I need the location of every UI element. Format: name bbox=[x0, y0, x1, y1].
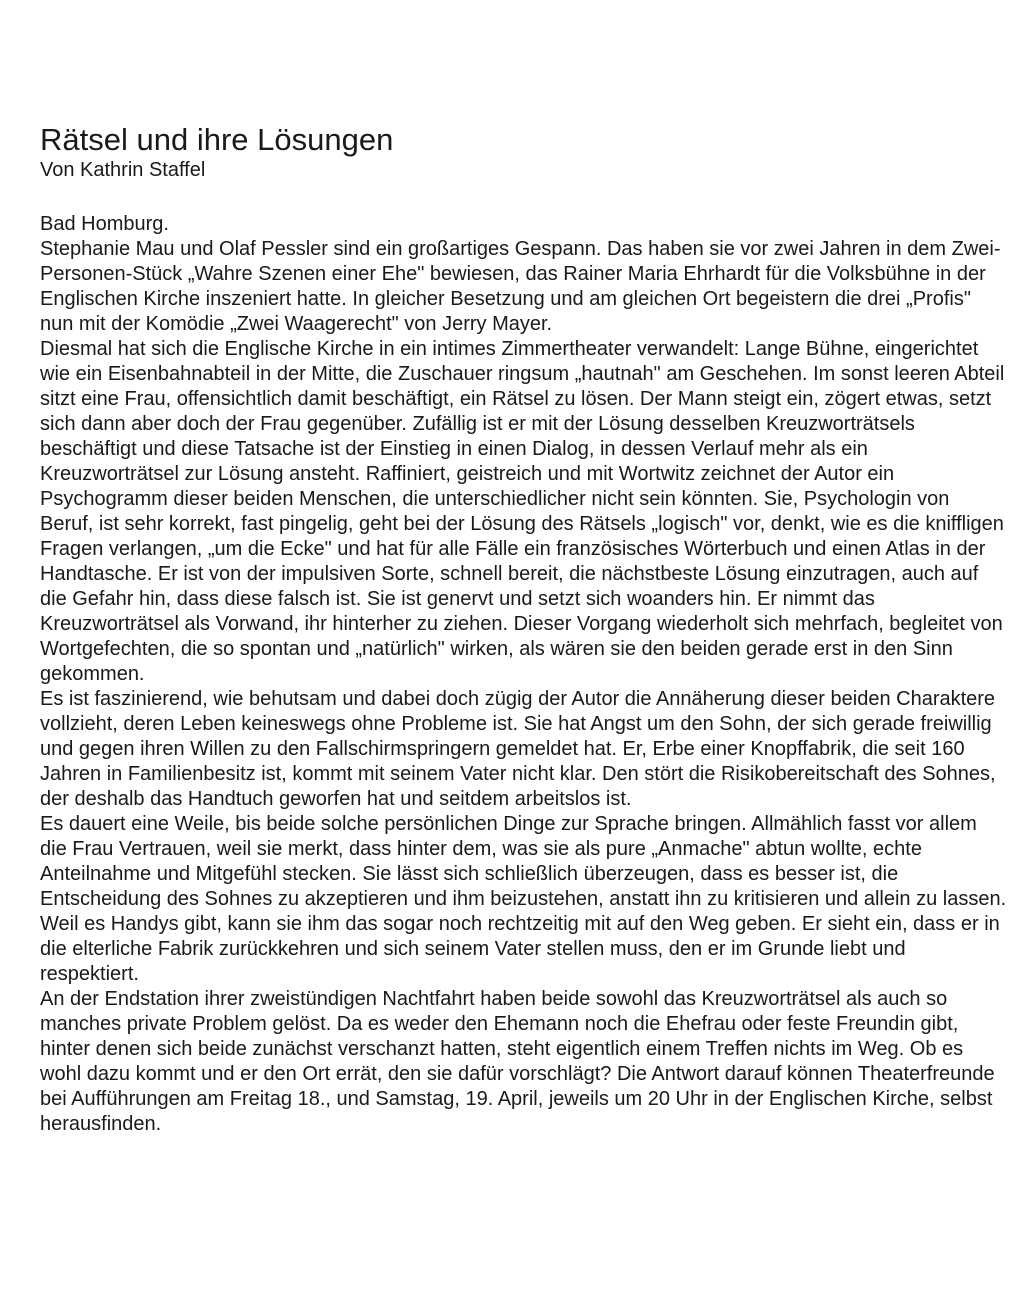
article-paragraph: An der Endstation ihrer zweistündigen Nachtfahrt haben beide sowohl das Kreuzworträtsel als auch so manches private Problem gelöst. Da es weder den Ehemann noch die Ehefrau oder feste Freundin gibt, hinter denen sich beide zunächst verschanzt hatten, steht eigentlich einem Treffen nichts im Weg. Ob es wohl dazu kommt und er den Ort errät, den sie dafür vorschlägt? Die Antwort darauf können Theaterfreunde bei Aufführungen am Freitag 18., und Samstag, 19. April, jeweils um 20 Uhr in der Englischen Kirche, selbst herausfinden. bbox=[40, 988, 995, 1135]
article-title: Rätsel und ihre Lösungen bbox=[40, 122, 394, 157]
article-dateline: Bad Homburg. bbox=[40, 213, 169, 235]
article-body bbox=[40, 212, 1008, 1137]
article-paragraph: Es dauert eine Weile, bis beide solche persönlichen Dinge zur Sprache bringen. Allmählich fasst vor allem die Frau Vertrauen, weil sie merkt, dass hinter dem, was sie als pure „Anmache" abtun wollte, echte Anteilnahme und Mitgefühl stecken. Sie lässt sich schließlich überzeugen, dass es besser ist, die Entscheidung des Sohnes zu akzeptieren und ihm beizustehen, anstatt ihn zu kritisieren und allein zu lassen. Weil es Handys gibt, kann sie ihm das sogar noch rechtzeitig mit auf den Weg geben. Er sieht ein, dass er in die elterliche Fabrik zurückkehren und sich seinem Vater stellen muss, den er im Grunde liebt und respektiert. bbox=[40, 813, 1007, 985]
article-byline: Von Kathrin Staffel bbox=[40, 159, 206, 181]
article-paragraph: Stephanie Mau und Olaf Pessler sind ein großartiges Gespann. Das haben sie vor zwei Jahren in dem Zwei-Personen-Stück „Wahre Szenen einer Ehe" bewiesen, das Rainer Maria Ehrhardt für die Volksbühne in der Englischen Kirche inszeniert hatte. In gleicher Besetzung und am gleichen Ort begeistern die drei „Profis" nun mit der Komödie „Zwei Waagerecht" von Jerry Mayer. bbox=[40, 238, 1001, 335]
article-paragraph: Es ist faszinierend, wie behutsam und dabei doch zügig der Autor die Annäherung dieser beiden Charaktere vollzieht, deren Leben keineswegs ohne Probleme ist. Sie hat Angst um den Sohn, der sich gerade freiwillig und gegen ihren Willen zu den Fallschirmspringern gemeldet hat. Er, Erbe einer Knopffabrik, die seit 160 Jahren in Familienbesitz ist, kommt mit seinem Vater nicht klar. Den stört die Risikobereitschaft des Sohnes, der deshalb das Handtuch geworfen hat und seitdem arbeitslos ist. bbox=[40, 688, 996, 810]
article-paragraph: Diesmal hat sich die Englische Kirche in ein intimes Zimmertheater verwandelt: Lange Bühne, eingerichtet wie ein Eisenbahnabteil in der Mitte, die Zuschauer ringsum „hautnah" am Geschehen. Im sonst leeren Abteil sitzt eine Frau, offensichtlich damit beschäftigt, ein Rätsel zu lösen. Der Mann steigt ein, zögert etwas, setzt sich dann aber doch der Frau gegenüber. Zufällig ist er mit der Lösung desselben Kreuzworträtsels beschäftigt und diese Tatsache ist der Einstieg in einen Dialog, in dessen Verlauf mehr als ein Kreuzworträtsel zur Lösung ansteht. Raffiniert, geistreich und mit Wortwitz zeichnet der Autor ein Psychogramm dieser beiden Menschen, die unterschiedlicher nicht sein könnten. Sie, Psychologin von Beruf, ist sehr korrekt, fast pingelig, geht bei der Lösung des Rätsels „logisch" vor, denkt, wie es die kniffligen Fragen verlangen, „um die Ecke" und hat für alle Fälle ein französisches Wörterbuch und einen Atlas in der Handtasche. Er ist von der impulsiven Sorte, schnell bereit, die nächstbeste Lösung einzutragen, auch auf die Gefahr hin, dass diese falsch ist. Sie ist genervt und setzt sich woanders hin. Er nimmt das Kreuzworträtsel als Vorwand, ihr hinterher zu ziehen. Dieser Vorgang wiederholt sich mehrfach, begleitet von Wortgefechten, die so spontan und „natürlich" wirken, als wären sie den beiden gerade erst in den Sinn gekommen. bbox=[40, 338, 1005, 685]
